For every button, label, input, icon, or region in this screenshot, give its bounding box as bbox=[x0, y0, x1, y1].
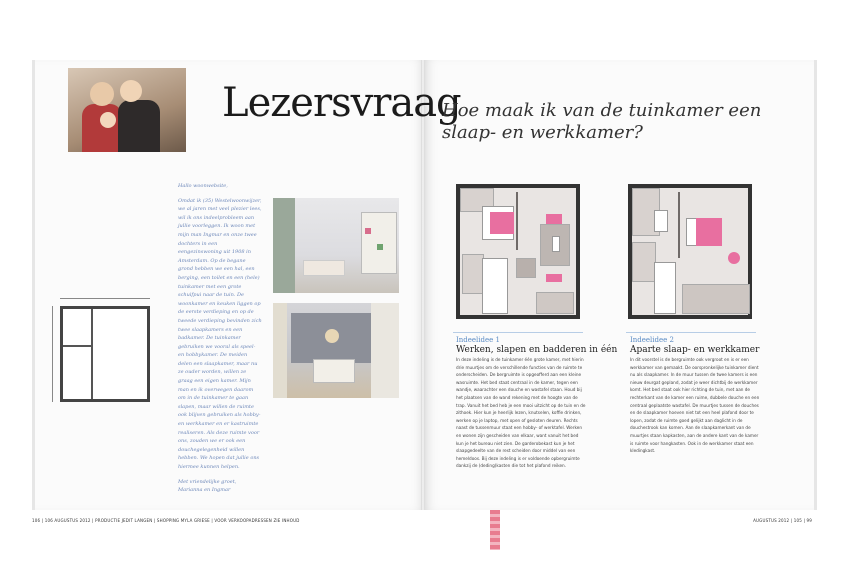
floor-plan-idea-2 bbox=[628, 184, 752, 319]
letter-signature: Marianna en Ingmar bbox=[178, 487, 231, 494]
idea-1-text: In deze indeling is de tuinkamer één grote kamer, met hierin drie muurtjes om de verschillende functies van de ruimte te onderscheiden. De bergruimte is opgeofferd aan een kleine wasruimte. Het bed staat centraal in de kamer, tegen een wandje, waarachter een douche en wastafel staan. Houd bij het plaatsen van de wand rekening met de hoogte van de trap. Vanuit het bed heb je een mooi uitzicht op de tuin en de zithoek. Hier kun je heerlijk lezen, knutselen, koffie drinken, werken op je laptop, met open of gesloten deuren. Rechts naast de tussenmuur staat een hobby- of werktafel. Werken en wonen zijn gescheiden van elkaar, want vanuit het bed kun je het bureau niet zien. De garderobekast kun je het slaapgedeelte van de rest scheiden door middel van een hemeldoos. Bij deze indeling is er voldoende opbergruimte dankzij de (deding)kasten die tot het plafond reiken. bbox=[456, 357, 586, 469]
idea-2-text: In dit voorstel is de bergruimte ook vergroot en is er een werkkamer van gemaakt. De oorspronkelijke tuinkamer dient nu als slaapkamer. In de muur tussen de twee kamers is een nieuw deurgat gepland, zodat je weer dichtbij de werkkamer komt. Het bed staat ook hier richting de tuin, met aan de rechterkant van de kamer een ruime, dubbele douche en een centraal geplaatste wastafel. De muurtjes tussen de douches en de slaapkamer hoeven niet tot een heel plafond door te lopen, zodat de ruimte goed gelijkt aan daglicht in de douchestrook kan komen. Aan de slaapkamerkant van de muurtjes staan kapkasten, aan de andere kant van de kamer is ruimte voor hangkasten. Ook in de werkkamer staat een kledingkast. bbox=[630, 357, 760, 454]
idea-1-label: Indeelidee 1 bbox=[456, 336, 500, 344]
reader-letter bbox=[178, 182, 262, 501]
footer-right: AUGUSTUS 2012 | 105 | 99 bbox=[753, 518, 812, 523]
idea-1-title: Werken, slapen en badderen in één bbox=[456, 345, 618, 355]
page-title: Lezersvraag bbox=[222, 80, 461, 126]
bookmark-ribbon bbox=[490, 510, 500, 550]
divider-2 bbox=[626, 332, 756, 333]
floor-plan-idea-1 bbox=[456, 184, 580, 319]
spine bbox=[421, 60, 425, 510]
idea-2-title: Aparte slaap- en werkkamer bbox=[630, 345, 760, 355]
letter-body: Omdat ik (35) Westelwoonwijzer, we al jaren met veel plezier lees, wil ik ons indeelprobleem aan jullie voorleggen. Ik woon met mijn man Ingmar en onze twee dochters in een eengezinswoning uit 1908 in Amsterdam. Op de begane grond hebben we een hal, een berging, een toilet en een (hele) tuinkamer met een grote schuifpui naar de tuin. De woonkamer en keuken liggen op de eerste verdieping en op de tweede verdieping bevinden zich twee slaapkamers en een badkamer. De tuinkamer gebruiken we vooral als speel- en hobbykamer. De meiden delen een slaapkamer, maar nu ze ouder worden, willen ze graag een eigen kamer. Mijn man en ik overwegen daarom om in de tuinkamer te gaan slapen, maar willen de ruimte ook blijven gebruiken als hobby- en werkkamer en er kastruimte realiseren. Als deze ruimte voor ons, zouden we er ook een douchegelegenheid willen hebben. We hopen dat jullie ons hiermee kunnen helpen. bbox=[178, 197, 262, 470]
current-floor-plan bbox=[60, 306, 150, 402]
plan-dimension-line bbox=[60, 298, 150, 299]
divider-1 bbox=[453, 332, 583, 333]
letter-closing: Met vriendelijke groet, bbox=[178, 478, 237, 485]
family-photo bbox=[68, 68, 186, 152]
room-photo-top bbox=[273, 198, 399, 293]
plan-dimension-line-vertical bbox=[52, 306, 53, 402]
question-heading: Hoe maak ik van de tuinkamer een slaap- en werkkamer? bbox=[442, 100, 762, 143]
room-photo-bottom bbox=[273, 303, 399, 398]
footer-left: 106 | 106 AUGUSTUS 2012 | PRODUCTIE JEDIT LANGEN | SHOPPING MYLA GRIESE | VOOR VERKOOPADRESSEN ZIE INHOUD bbox=[32, 518, 300, 523]
idea-2-label: Indeelidee 2 bbox=[630, 336, 674, 344]
letter-greeting: Hallo woonwebsite, bbox=[178, 183, 228, 189]
